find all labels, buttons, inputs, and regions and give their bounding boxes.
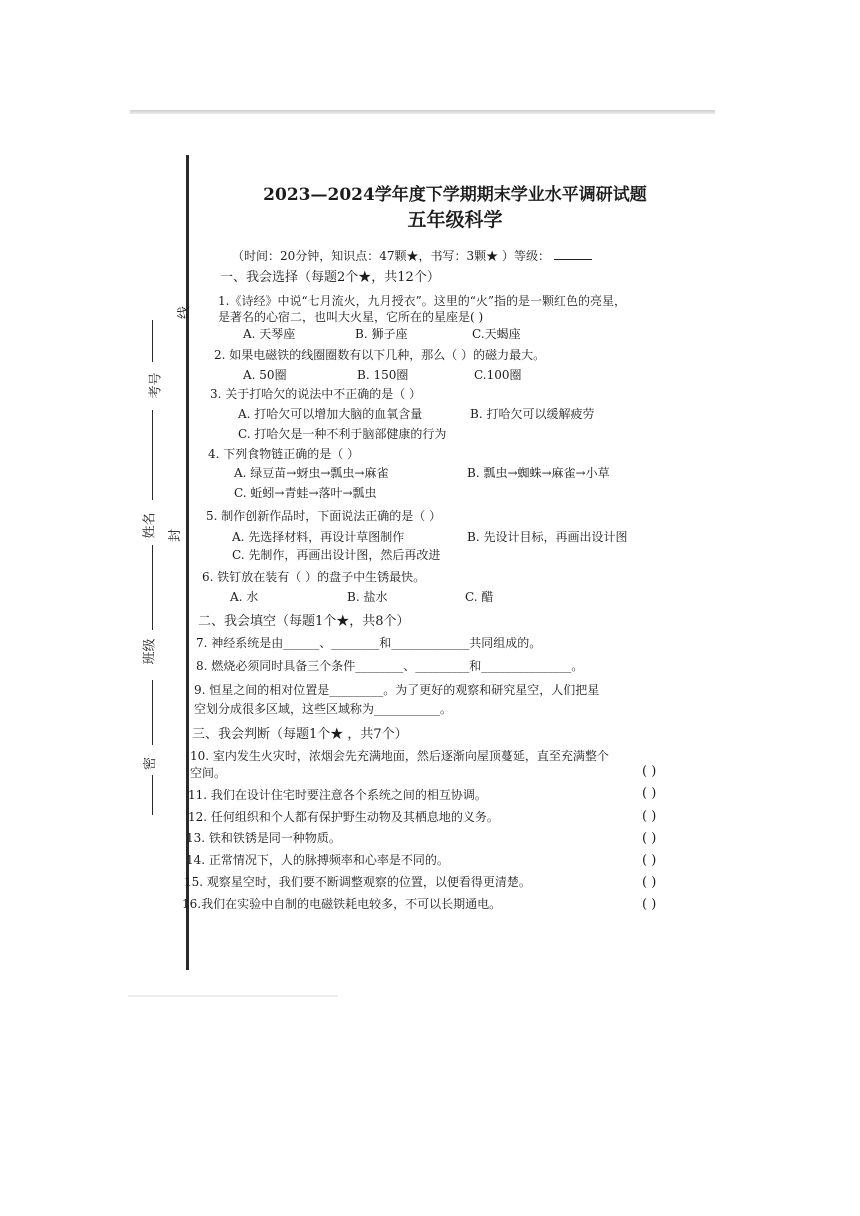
name-underline bbox=[152, 545, 153, 630]
exam-no-underline bbox=[152, 320, 153, 362]
section2-heading: 二、我会填空（每题1个★，共8个） bbox=[198, 614, 410, 629]
q12: 12. 任何组织和个人都有保护野生动物及其栖息地的义务。 bbox=[188, 810, 499, 824]
q4-option-a: A. 绿豆苗→蚜虫→瓢虫→麻雀 bbox=[234, 466, 389, 480]
q16-answer-paren[interactable]: ( ) bbox=[642, 897, 657, 912]
q1-option-b: B. 狮子座 bbox=[355, 327, 408, 341]
q7: 7. 神经系统是由______、________和_____________共同组成的。 bbox=[196, 636, 542, 650]
q4: 4. 下列食物链正确的是（ ） bbox=[208, 447, 360, 461]
binding-line bbox=[186, 155, 189, 970]
grade-blank[interactable] bbox=[554, 259, 592, 260]
section3-heading: 三、我会判断（每题1个★ ，共7个） bbox=[192, 727, 408, 742]
margin-line-label: 线 bbox=[177, 305, 193, 320]
q6-option-b: B. 盐水 bbox=[347, 590, 388, 604]
scan-top-edge bbox=[130, 110, 715, 114]
q5-option-c: C. 先制作，再画出设计图，然后再改进 bbox=[232, 548, 441, 562]
q16: 16.我们在实验中自制的电磁铁耗电较多，不可以长期通电。 bbox=[182, 897, 502, 911]
q1-option-c: C.天蝎座 bbox=[472, 327, 521, 341]
q3-option-b: B. 打哈欠可以缓解疲劳 bbox=[470, 407, 595, 421]
q5-option-a: A. 先选择材料，再设计草图制作 bbox=[232, 530, 405, 544]
q12-answer-paren[interactable]: ( ) bbox=[642, 809, 657, 824]
q1-line2: 是著名的心宿二，也叫大火星，它所在的星座是( ) bbox=[218, 310, 484, 324]
q11-answer-paren[interactable]: ( ) bbox=[642, 786, 657, 801]
exam-title: 2023—2024学年度下学期期末学业水平调研试题 bbox=[263, 185, 647, 205]
q13-answer-paren[interactable]: ( ) bbox=[642, 831, 657, 846]
q3-option-a: A. 打哈欠可以增加大脑的血氧含量 bbox=[238, 407, 423, 421]
exam-no-underline-2 bbox=[152, 410, 153, 500]
exam-subtitle: 五年级科学 bbox=[407, 209, 503, 231]
secret-underline bbox=[152, 775, 153, 815]
scan-bottom-edge bbox=[128, 995, 338, 997]
q2-option-a: A. 50圈 bbox=[243, 368, 287, 382]
exam-info bbox=[232, 247, 592, 264]
q9-line2: 空划分成很多区域，这些区域称为___________。 bbox=[194, 702, 453, 716]
class-underline bbox=[152, 680, 153, 745]
q8: 8. 燃烧必须同时具备三个条件________、_________和_______________。 bbox=[196, 659, 584, 673]
q3-option-c: C. 打哈欠是一种不利于脑部健康的行为 bbox=[238, 427, 447, 441]
q2-option-b: B. 150圈 bbox=[357, 368, 409, 382]
q11: 11. 我们在设计住宅时要注意各个系统之间的相互协调。 bbox=[188, 788, 487, 802]
q14-answer-paren[interactable]: ( ) bbox=[642, 853, 657, 868]
margin-secret-label: 密 bbox=[143, 756, 159, 771]
section1-heading: 一、我会选择（每题2个★，共12个） bbox=[220, 270, 440, 285]
q15: 15. 观察星空时，我们要不断调整观察的位置，以便看得更清楚。 bbox=[184, 875, 531, 889]
q9-line1: 9. 恒星之间的相对位置是_________。为了更好的观察和研究星空，人们把星 bbox=[194, 683, 600, 697]
q6-option-c: C. 醋 bbox=[465, 590, 494, 604]
margin-name-label: 姓名 bbox=[142, 512, 158, 539]
q14: 14. 正常情况下，人的脉搏频率和心率是不同的。 bbox=[186, 853, 449, 867]
q5-option-b: B. 先设计目标，再画出设计图 bbox=[467, 530, 628, 544]
q2-option-c: C.100圈 bbox=[474, 368, 522, 382]
margin-exam-no-label: 考号 bbox=[148, 372, 164, 399]
exam-info-text: （时间：20分钟，知识点：47颗★，书写：3颗★ ）等级： bbox=[232, 249, 550, 263]
q1-line1: 1.《诗经》中说“七月流火，九月授衣”。这里的“火”指的是一颗红色的亮星， bbox=[218, 294, 626, 308]
margin-seal-label: 封 bbox=[168, 528, 184, 543]
q1-option-a: A. 天琴座 bbox=[243, 327, 296, 341]
q10-line2: 空间。 bbox=[190, 766, 227, 780]
q3: 3. 关于打哈欠的说法中不正确的是（ ） bbox=[210, 387, 422, 401]
q6: 6. 铁钉放在装有（ ）的盘子中生锈最快。 bbox=[202, 570, 426, 584]
q13: 13. 铁和铁锈是同一种物质。 bbox=[186, 831, 341, 845]
q6-option-a: A. 水 bbox=[230, 590, 259, 604]
q10-line1: 10. 室内发生火灾时，浓烟会先充满地面，然后逐渐向屋顶蔓延，直至充满整个 bbox=[190, 749, 609, 763]
q5: 5. 制作创新作品时，下面说法正确的是（ ） bbox=[206, 509, 442, 523]
q4-option-b: B. 瓢虫→蜘蛛→麻雀→小草 bbox=[467, 466, 610, 480]
q2: 2. 如果电磁铁的线圈圈数有以下几种，那么（ ）的磁力最大。 bbox=[214, 348, 546, 362]
margin-class-label: 班级 bbox=[142, 638, 158, 665]
q10-answer-paren[interactable]: ( ) bbox=[642, 764, 657, 779]
q4-option-c: C. 蚯蚓→青蛙→落叶→瓢虫 bbox=[234, 486, 377, 500]
q15-answer-paren[interactable]: ( ) bbox=[642, 875, 657, 890]
